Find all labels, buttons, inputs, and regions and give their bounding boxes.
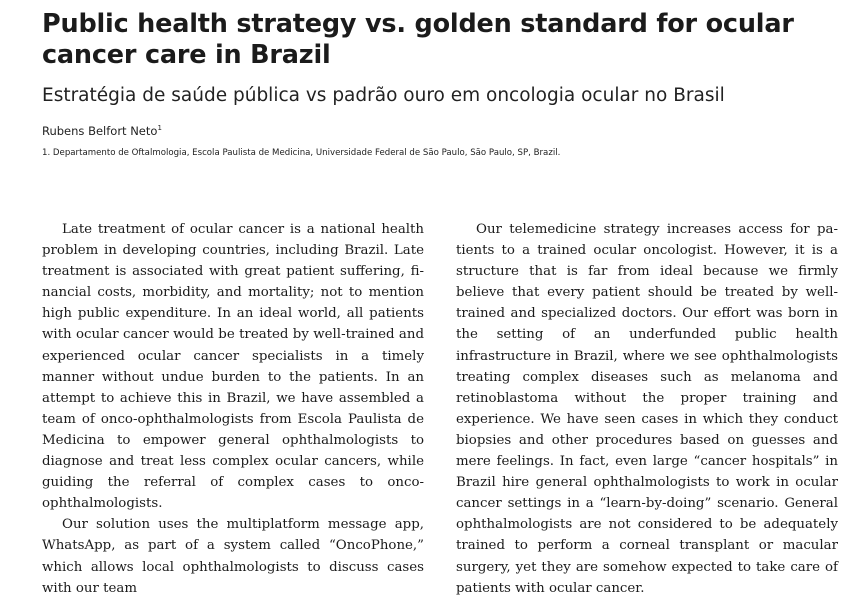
author-affiliation-marker: 1 xyxy=(157,124,162,132)
article-subtitle-portuguese: Estratégia de saúde pública vs padrão ouro em oncologia ocular no Brasil xyxy=(42,85,725,106)
article-title: Public health strategy vs. golden standard for ocular cancer care in Brazil xyxy=(42,9,794,70)
author-line xyxy=(42,121,162,138)
body-column-left xyxy=(42,219,424,599)
affiliation: 1. Departamento de Oftalmologia, Escola Paulista de Medicina, Universidade Federal de São Paulo, São Paulo, SP, Brazil. xyxy=(42,148,561,158)
body-column-right xyxy=(456,219,838,599)
author-name: Rubens Belfort Neto xyxy=(42,124,158,138)
body-paragraph: Our telemedicine strategy increases access for patients to a trained ocular oncologist. However, it is a structure that is far from ideal because we firmly believe that every patient should be treated by well-trained and specialized doctors. Our effort was born in the setting of an underfunded public health infrastructure in Brazil, where we see ophthalmologists treating complex diseases such as melanoma and retinoblastoma without the proper training and experience. We have seen cases in which they conduct biopsies and other procedures based on guesses and mere feelings. In fact, even large “cancer hospitals” in Brazil hire general ophthalmologists to work in ocular cancer settings in a “learn-by-doing” scenario. General ophthalmologists are not considered to be adequately trained to perform a corneal transplant or macular surgery, yet they are somehow expected to take care of patients with ocular cancer. xyxy=(456,222,838,596)
body-paragraph: Our solution uses the multiplatform message app, WhatsApp, as part of a system called “OncoPhone,” which allows local ophthalmologists to discuss cases with our team xyxy=(42,517,424,596)
body-paragraph: Late treatment of ocular cancer is a national health problem in developing countries, including Brazil. Late treatment is associated with great patient suffering, financial costs, morbidity, and mortality; not to mention high public expenditure. In an ideal world, all patients with ocular cancer would be treated by well-trained and experienced ocular cancer specialists in a timely manner without undue burden to the patients. In an attempt to achieve this in Brazil, we have assembled a team of onco-ophthalmologists from Escola Paulista de Medicina to empower general ophthalmologists to diagnose and treat less complex ocular cancers, while guiding the referral of complex cases to onco-ophthalmologists. xyxy=(42,222,424,512)
